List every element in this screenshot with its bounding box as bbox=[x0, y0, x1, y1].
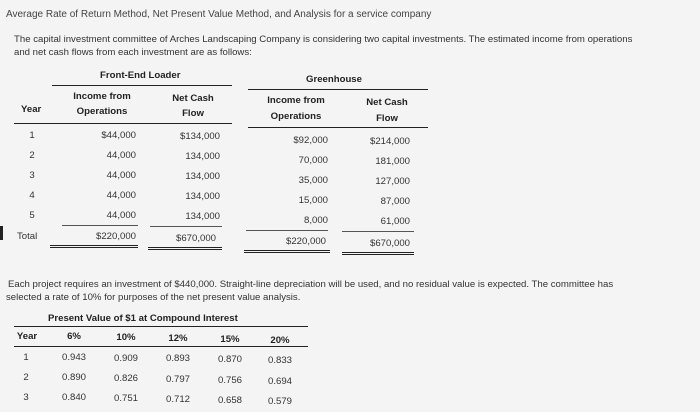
row-2-gh-income: 70,000 bbox=[298, 155, 328, 166]
pv-row-1-12: 0.893 bbox=[165, 353, 190, 364]
fe-columns-rule bbox=[14, 123, 232, 124]
total-gh-income: $220,000 bbox=[285, 236, 326, 247]
row-3-year: 3 bbox=[29, 170, 35, 181]
row-5-fe-income: 44,000 bbox=[106, 210, 136, 221]
pv-header-20: 20% bbox=[270, 335, 290, 346]
pv-row-3-15: 0.658 bbox=[217, 395, 242, 406]
pv-row-1-15: 0.870 bbox=[217, 354, 242, 365]
row-1-gh-cash: $214,000 bbox=[369, 136, 410, 147]
intro-line-1: The capital investment committee of Arches Landscaping Company is considering two capital investments. The estimated income from operations bbox=[14, 34, 633, 45]
pv-header-6: 6% bbox=[67, 331, 81, 342]
row-2-fe-income: 44,000 bbox=[106, 150, 136, 161]
fe-income-total-double-rule bbox=[50, 245, 138, 248]
pv-row-1-year: 1 bbox=[23, 352, 29, 363]
row-1-year: 1 bbox=[29, 130, 35, 141]
pv-header-year: Year bbox=[16, 331, 38, 342]
row-4-year: 4 bbox=[29, 190, 35, 201]
pv-row-3-6: 0.840 bbox=[61, 392, 86, 403]
greenhouse-header-rule bbox=[248, 89, 428, 90]
left-edge-marker bbox=[0, 226, 3, 240]
gh-income-subtotal-rule bbox=[246, 230, 328, 231]
row-4-fe-cash: 134,000 bbox=[185, 191, 220, 202]
total-fe-cash: $670,000 bbox=[175, 233, 216, 244]
pv-table-title: Present Value of $1 at Compound Interest bbox=[48, 313, 238, 324]
gh-cash-header-2: Flow bbox=[376, 113, 398, 124]
fe-income-subtotal-rule bbox=[62, 225, 138, 226]
page-title: Average Rate of Return Method, Net Present Value Method, and Analysis for a service company bbox=[6, 9, 432, 20]
pv-header-15: 15% bbox=[220, 334, 240, 345]
total-label: Total bbox=[17, 231, 38, 242]
row-5-gh-cash: 61,000 bbox=[380, 216, 410, 227]
pv-title-rule bbox=[14, 326, 308, 327]
gh-cash-header-1: Net Cash bbox=[366, 97, 408, 108]
row-3-fe-cash: 134,000 bbox=[185, 171, 220, 182]
greenhouse-header: Greenhouse bbox=[306, 74, 362, 85]
pv-row-3-year: 3 bbox=[23, 392, 29, 403]
pv-row-3-20: 0.579 bbox=[267, 396, 292, 407]
row-3-fe-income: 44,000 bbox=[106, 170, 136, 181]
fe-income-header-2: Operations bbox=[76, 106, 128, 117]
fe-cash-header-2: Flow bbox=[182, 108, 204, 119]
investment-line-1: Each project requires an investment of $440,000. Straight-line depreciation will be used, and no residual value is expected. The committee has bbox=[8, 279, 614, 290]
pv-row-3-10: 0.751 bbox=[113, 393, 138, 404]
pv-row-1-10: 0.909 bbox=[113, 353, 138, 364]
pv-row-1-6: 0.943 bbox=[61, 352, 86, 363]
gh-cash-total-double-rule bbox=[342, 252, 414, 255]
row-3-gh-cash: 127,000 bbox=[375, 176, 410, 187]
intro-line-2: and net cash flows from each investment are as follows: bbox=[14, 47, 252, 58]
row-2-year: 2 bbox=[29, 150, 35, 161]
total-fe-income: $220,000 bbox=[95, 231, 136, 242]
pv-row-2-10: 0.826 bbox=[113, 373, 138, 384]
fe-income-header-1: Income from bbox=[73, 91, 131, 102]
row-1-fe-income: $44,000 bbox=[101, 130, 136, 141]
fe-cash-header-1: Net Cash bbox=[172, 93, 214, 104]
investment-line-2: selected a rate of 10% for purposes of the net present value analysis. bbox=[6, 292, 301, 303]
pv-row-2-6: 0.890 bbox=[61, 372, 86, 383]
pv-row-2-12: 0.797 bbox=[165, 374, 190, 385]
row-4-gh-cash: 87,000 bbox=[380, 196, 410, 207]
row-5-fe-cash: 134,000 bbox=[185, 211, 220, 222]
pv-row-2-20: 0.694 bbox=[267, 376, 292, 387]
front-end-loader-header: Front-End Loader bbox=[100, 70, 181, 81]
pv-header-rule bbox=[14, 346, 308, 347]
row-4-fe-income: 44,000 bbox=[106, 190, 136, 201]
gh-cash-subtotal-rule bbox=[342, 231, 414, 232]
row-5-year: 5 bbox=[29, 210, 35, 221]
row-1-fe-cash: $134,000 bbox=[179, 131, 220, 142]
pv-row-1-20: 0.833 bbox=[267, 355, 292, 366]
fe-cash-subtotal-rule bbox=[150, 226, 222, 227]
row-3-gh-income: 35,000 bbox=[298, 175, 328, 186]
gh-income-header-2: Operations bbox=[270, 111, 322, 122]
row-5-gh-income: 8,000 bbox=[303, 215, 328, 226]
gh-columns-rule bbox=[248, 127, 428, 128]
fe-cash-total-double-rule bbox=[148, 247, 222, 250]
pv-row-2-15: 0.756 bbox=[217, 375, 242, 386]
row-4-gh-income: 15,000 bbox=[298, 195, 328, 206]
total-gh-cash: $670,000 bbox=[369, 238, 410, 249]
pv-row-2-year: 2 bbox=[23, 372, 29, 383]
row-2-fe-cash: 134,000 bbox=[185, 151, 220, 162]
row-2-gh-cash: 181,000 bbox=[375, 156, 410, 167]
col-year-header: Year bbox=[21, 104, 42, 115]
pv-header-10: 10% bbox=[116, 332, 136, 343]
front-end-header-rule bbox=[52, 85, 232, 86]
gh-income-header-1: Income from bbox=[267, 95, 325, 106]
pv-row-3-12: 0.712 bbox=[165, 394, 190, 405]
row-1-gh-income: $92,000 bbox=[293, 135, 328, 146]
pv-header-12: 12% bbox=[168, 333, 188, 344]
gh-income-total-double-rule bbox=[244, 250, 330, 253]
